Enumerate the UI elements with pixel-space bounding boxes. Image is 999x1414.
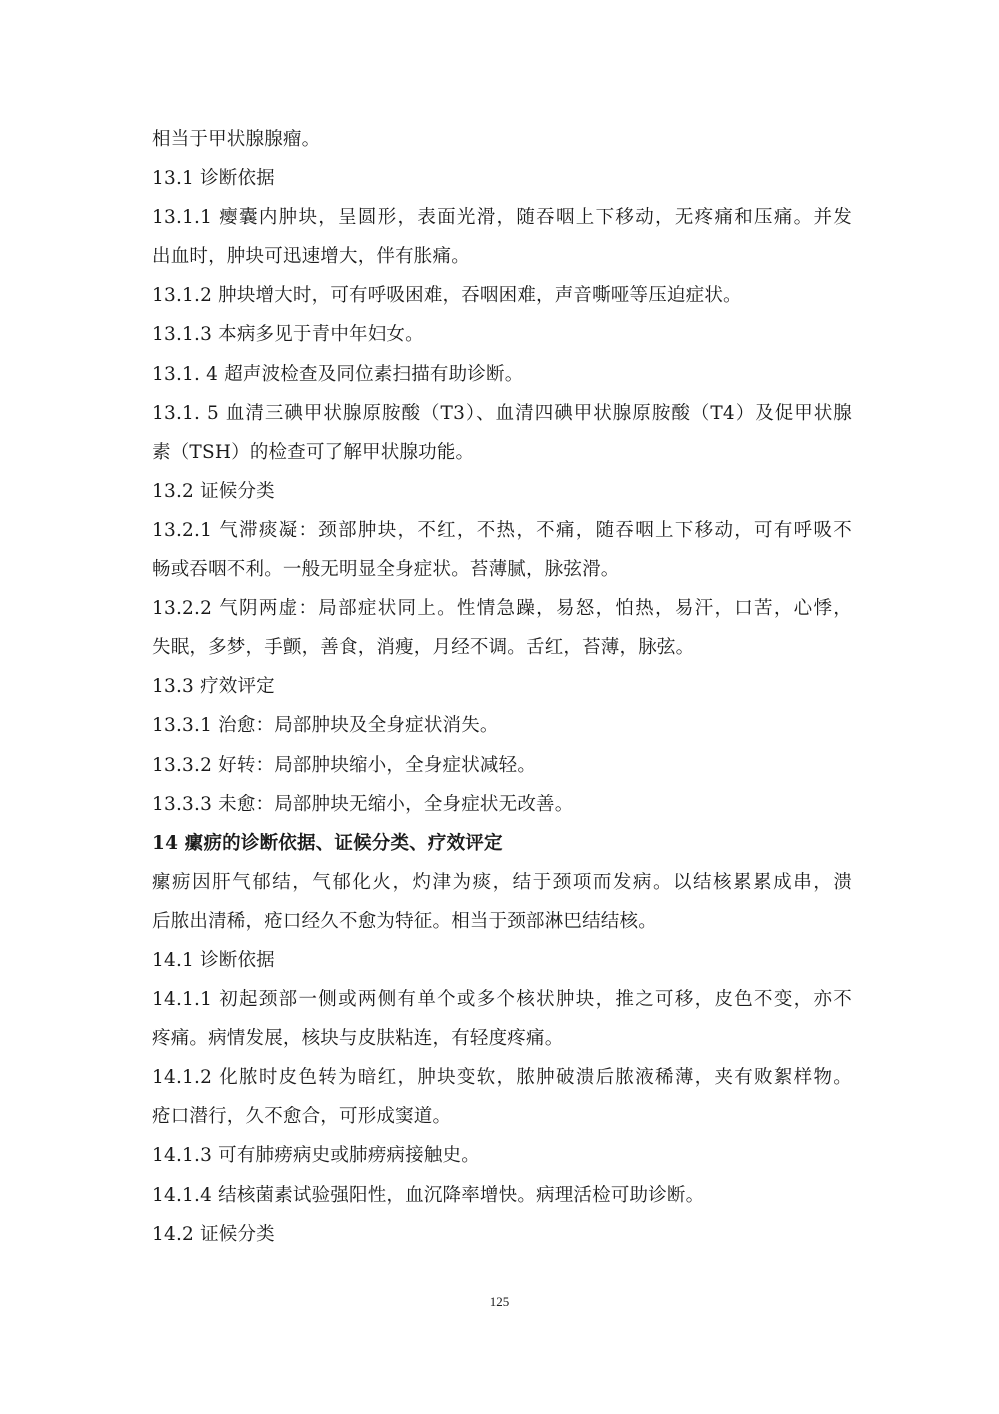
text-line: 14.1 诊断依据 xyxy=(152,949,275,971)
text-line: 后脓出清稀，疮口经久不愈为特征。相当于颈部淋巴结结核。 xyxy=(152,910,657,932)
text-line: 14.1.1 初起颈部一侧或两侧有单个或多个核状肿块，推之可移，皮色不变，亦不 xyxy=(152,989,852,1011)
text-line: 14.1.2 化脓时皮色转为暗红，肿块变软，脓肿破溃后脓液稀薄，夹有败絮样物。 xyxy=(152,1067,852,1089)
text-line: 14.1.3 可有肺痨病史或肺痨病接触史。 xyxy=(152,1145,480,1167)
text-line: 13.3 疗效评定 xyxy=(152,676,275,698)
text-line: 疼痛。病情发展，核块与皮肤粘连，有轻度疼痛。 xyxy=(152,1028,564,1050)
text-line: 13.2 证候分类 xyxy=(152,480,275,502)
page-body xyxy=(152,120,852,1254)
text-line: 13.3.3 未愈：局部肿块无缩小，全身症状无改善。 xyxy=(152,793,574,815)
text-line: 13.1. 5 血清三碘甲状腺原胺酸（T3）、血清四碘甲状腺原胺酸（T4）及促甲状腺 xyxy=(152,402,852,424)
text-line: 13.3.1 治愈：局部肿块及全身症状消失。 xyxy=(152,715,499,737)
text-line: 瘰疬因肝气郁结，气郁化火，灼津为痰，结于颈项而发病。以结核累累成串，溃 xyxy=(152,871,852,893)
text-line: 相当于甲状腺腺瘤。 xyxy=(152,129,321,150)
text-line: 13.1. 4 超声波检查及同位素扫描有助诊断。 xyxy=(152,363,524,385)
text-line: 出血时，肿块可迅速增大，伴有胀痛。 xyxy=(152,246,470,268)
text-line: 14.1.4 结核菌素试验强阳性，血沉降率增快。病理活检可助诊断。 xyxy=(152,1184,705,1206)
text-line: 13.1.1 瘿囊内肿块，呈圆形，表面光滑，随吞咽上下移动，无疼痛和压痛。并发 xyxy=(152,207,852,229)
text-line: 13.1.2 肿块增大时，可有呼吸困难，吞咽困难，声音嘶哑等压迫症状。 xyxy=(152,285,742,307)
text-line: 13.3.2 好转：局部肿块缩小，全身症状减轻。 xyxy=(152,754,537,776)
text-line: 疮口潜行，久不愈合，可形成窦道。 xyxy=(152,1106,452,1128)
section-heading: 14 瘰疬的诊断依据、证候分类、疗效评定 xyxy=(152,832,503,854)
text-line: 13.1.3 本病多见于青中年妇女。 xyxy=(152,324,424,346)
text-line: 素（TSH）的检查可了解甲状腺功能。 xyxy=(152,441,475,463)
text-line: 13.1 诊断依据 xyxy=(152,168,275,190)
text-line: 畅或吞咽不利。一般无明显全身症状。苔薄腻，脉弦滑。 xyxy=(152,559,620,581)
text-line: 13.2.2 气阴两虚：局部症状同上。性情急躁，易怒，怕热，易汗，口苦，心悸， xyxy=(152,598,852,620)
text-line: 失眠，多梦，手颤，善食，消瘦，月经不调。舌红，苔薄，脉弦。 xyxy=(152,637,695,659)
page-number: 125 xyxy=(489,1294,510,1309)
text-line: 14.2 证候分类 xyxy=(152,1223,275,1245)
text-line: 13.2.1 气滞痰凝：颈部肿块，不红，不热，不痛，随吞咽上下移动，可有呼吸不 xyxy=(152,519,852,541)
